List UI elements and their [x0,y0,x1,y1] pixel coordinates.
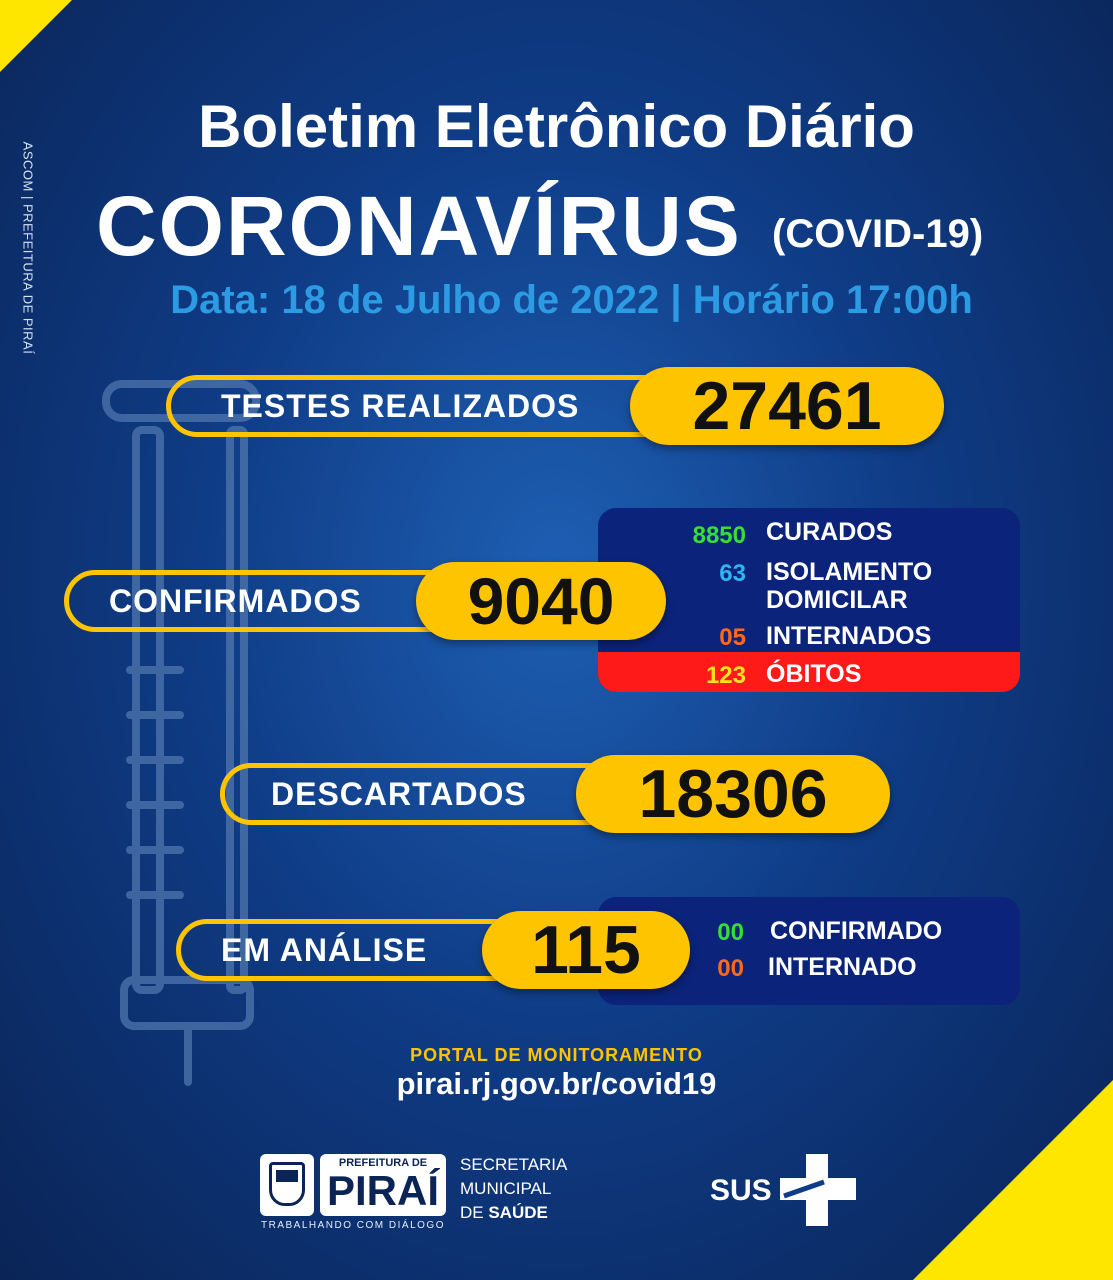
analise-internado-label: INTERNADO [768,953,917,981]
coronavirus-heading: CORONAVÍRUS [96,179,742,273]
internados-label: INTERNADOS [766,622,932,650]
descartados-label-pill [220,763,620,825]
portal-url[interactable]: pirai.rj.gov.br/covid19 [396,1066,717,1101]
corner-decoration-top-left [0,0,72,72]
secretaria-line-3b: SAÚDE [488,1203,548,1222]
sus-cross-icon [778,1152,858,1228]
coat-of-arms-icon [260,1154,314,1216]
descartados-label: DESCARTADOS [271,775,527,812]
curados-value: 8850 [692,522,746,549]
confirmados-value: 9040 [467,564,615,638]
analise-internado-value: 00 [717,955,744,982]
portal-title: PORTAL DE MONITORAMENTO [410,1045,703,1065]
prefeitura-slogan: TRABALHANDO COM DIÁLOGO [261,1220,445,1231]
secretaria-line-3a: DE [460,1203,489,1222]
sus-text: SUS [710,1174,772,1207]
analise-confirmado-label: CONFIRMADO [770,917,943,945]
analise-value-pill [482,911,690,989]
analise-label-pill [176,919,526,981]
confirmados-label: CONFIRMADOS [109,582,362,619]
isolamento-label-2: DOMICILAR [766,586,908,614]
date-line: Data: 18 de Julho de 2022 | Horário 17:00h [170,278,973,322]
bulletin-title: Boletim Eletrônico Diário [198,93,915,160]
secretaria-text [460,1153,567,1225]
analise-label: EM ANÁLISE [221,931,428,968]
testes-label-pill [166,375,686,437]
obitos-label: ÓBITOS [766,660,862,688]
secretaria-line-2: MUNICIPAL [460,1179,552,1198]
secretaria-line-1: SECRETARIA [460,1155,568,1174]
testes-value: 27461 [692,368,882,444]
syringe-illustration [100,370,260,1090]
internados-value: 05 [719,624,746,651]
prefeitura-name: PIRAÍ [326,1167,439,1214]
prefeitura-top-text: PREFEITURA DE [338,1157,428,1169]
testes-value-pill [630,367,944,445]
testes-label: TESTES REALIZADOS [221,387,580,424]
sus-logo [708,1150,868,1230]
corner-decoration-bottom-right [913,1080,1113,1280]
isolamento-value: 63 [719,560,746,587]
isolamento-label-1: ISOLAMENTO [766,558,933,586]
analise-value: 115 [531,912,641,988]
descartados-value-pill [576,755,890,833]
confirmados-label-pill [64,570,464,632]
descartados-value: 18306 [638,756,828,832]
confirmados-value-pill [416,562,666,640]
curados-label: CURADOS [766,518,893,546]
analise-confirmado-value: 00 [717,919,744,946]
side-credit: ASCOM | PREFEITURA DE PIRAÍ [20,141,36,355]
prefeitura-logo [258,1152,448,1232]
obitos-value: 123 [705,662,746,689]
covid-suffix: (COVID-19) [772,212,984,256]
